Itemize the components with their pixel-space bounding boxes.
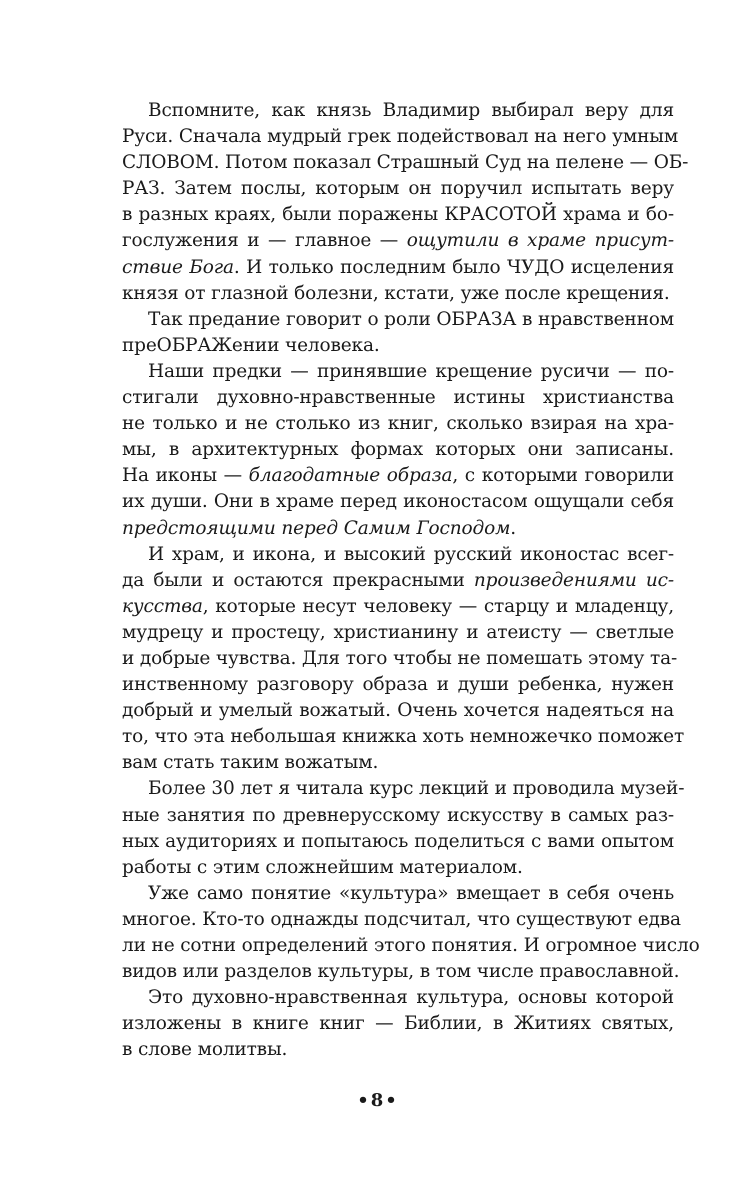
page-number: •8• bbox=[357, 1090, 399, 1111]
text-line bbox=[122, 1011, 674, 1037]
text-line bbox=[122, 985, 674, 1011]
text-line bbox=[122, 463, 674, 489]
text-run: На иконы — bbox=[122, 465, 249, 487]
paragraph bbox=[122, 776, 685, 880]
text-run: стигали духовно-нравственные истины христианства bbox=[122, 387, 674, 409]
text-line bbox=[122, 255, 674, 281]
paragraph bbox=[122, 98, 689, 307]
text-run: Более 30 лет я читала курс лекций и проводила музей- bbox=[148, 778, 685, 800]
text-run: РАЗ. Затем послы, которым он поручил испытать веру bbox=[122, 178, 674, 200]
text-run: видов или разделов культуры, в том числе православной. bbox=[122, 961, 680, 983]
italic-run: кусства bbox=[122, 595, 203, 617]
text-run: , которые несут человеку — старцу и младенцу, bbox=[202, 595, 674, 617]
text-line bbox=[122, 776, 685, 802]
text-run: да были и остаются прекрасными bbox=[122, 569, 474, 591]
text-line bbox=[122, 855, 674, 881]
text-line bbox=[122, 150, 689, 176]
text-line bbox=[122, 568, 674, 594]
text-line bbox=[122, 594, 674, 620]
text-line bbox=[122, 542, 674, 568]
text-run: и добрые чувства. Для того чтобы не помешать этому та- bbox=[122, 647, 678, 669]
text-run: Руси. Сначала мудрый грек подействовал на него умным bbox=[122, 126, 679, 148]
paragraph bbox=[122, 542, 685, 777]
paragraph bbox=[122, 307, 674, 359]
paragraph bbox=[122, 881, 700, 985]
text-line bbox=[122, 803, 674, 829]
text-run: И храм, и икона, и высокий русский иконостас всег- bbox=[148, 543, 674, 565]
text-line bbox=[122, 411, 674, 437]
text-line bbox=[122, 516, 674, 542]
text-run: . И только последним было ЧУДО исцеления bbox=[233, 256, 674, 278]
page-body bbox=[122, 98, 700, 1063]
text-run: гослужения и — главное — bbox=[122, 230, 407, 252]
text-run: Вспомните, как князь Владимир выбирал веру для bbox=[148, 100, 674, 121]
text-line bbox=[122, 307, 674, 333]
text-line bbox=[122, 698, 674, 724]
text-line bbox=[122, 933, 700, 959]
paragraph bbox=[122, 359, 674, 542]
text-line bbox=[122, 176, 674, 202]
text-run: работы с этим сложнейшим материалом. bbox=[122, 856, 523, 878]
text-line bbox=[122, 672, 674, 698]
text-line bbox=[122, 750, 674, 776]
paragraph bbox=[122, 985, 674, 1063]
italic-run: произведениями ис- bbox=[473, 569, 674, 591]
text-run: мы, в архитектурных формах которых они записаны. bbox=[122, 439, 674, 461]
text-line bbox=[122, 385, 674, 411]
text-line bbox=[122, 359, 674, 385]
italic-run: благодатные образа bbox=[248, 465, 453, 487]
text-run: ные занятия по древнерусскому искусству в самых раз- bbox=[122, 804, 674, 826]
text-line bbox=[122, 620, 674, 646]
text-run: преОБРАЖении человека. bbox=[122, 334, 380, 356]
text-run: вам стать таким вожатым. bbox=[122, 752, 379, 774]
italic-run: ствие Бога bbox=[122, 256, 234, 278]
text-run: мудрецу и простецу, христианину и атеисту — светлые bbox=[122, 621, 674, 643]
text-line bbox=[122, 437, 674, 463]
text-line bbox=[122, 98, 674, 124]
text-line bbox=[122, 1037, 674, 1063]
text-run: ли не сотни определений этого понятия. И огромное число bbox=[122, 935, 700, 956]
italic-run: ощутили в храме присут- bbox=[406, 230, 674, 252]
text-line bbox=[122, 124, 679, 150]
text-run: князя от глазной болезни, кстати, уже после крещения. bbox=[122, 282, 670, 304]
italic-run: предстоящими перед Самим Господом bbox=[122, 517, 511, 539]
text-line bbox=[122, 959, 680, 985]
text-run: в разных краях, были поражены КРАСОТОЙ храма и бо- bbox=[122, 204, 674, 226]
text-line bbox=[122, 281, 674, 307]
text-run: многое. Кто-то однажды подсчитал, что существуют едва bbox=[122, 908, 681, 930]
text-run: Уже само понятие «культура» вмещает в себя очень bbox=[148, 882, 674, 904]
text-line bbox=[122, 646, 678, 672]
text-line bbox=[122, 829, 674, 855]
text-line bbox=[122, 202, 674, 228]
text-line bbox=[122, 228, 674, 254]
text-run: Так предание говорит о роли ОБРАЗА в нравственном bbox=[148, 308, 674, 330]
text-run: инственному разговору образа и души ребенка, нужен bbox=[122, 674, 674, 696]
text-run: Наши предки — принявшие крещение русичи — по- bbox=[148, 360, 674, 382]
text-line bbox=[122, 333, 674, 359]
text-line bbox=[122, 489, 674, 515]
text-run: ных аудиториях и попытаюсь поделиться с вами опытом bbox=[122, 830, 674, 852]
text-run: СЛОВОМ. Потом показал Страшный Суд на пелене — ОБ- bbox=[122, 152, 689, 174]
text-line bbox=[122, 907, 681, 933]
text-run: изложены в книге книг — Библии, в Житиях святых, bbox=[122, 1013, 674, 1035]
text-run: их души. Они в храме перед иконостасом ощущали себя bbox=[122, 491, 674, 513]
text-run: то, что эта небольшая книжка хоть немножечко поможет bbox=[122, 726, 685, 748]
text-run: не только и не столько из книг, сколько взирая на хра- bbox=[122, 413, 674, 435]
text-run: добрый и умелый вожатый. Очень хочется надеяться на bbox=[122, 700, 674, 722]
text-line bbox=[122, 881, 674, 907]
text-run: в слове молитвы. bbox=[122, 1039, 288, 1061]
text-run: , с которыми говорили bbox=[452, 465, 674, 487]
text-run: Это духовно-нравственная культура, основы которой bbox=[148, 987, 674, 1009]
text-line bbox=[122, 724, 685, 750]
text-run: . bbox=[510, 517, 516, 539]
